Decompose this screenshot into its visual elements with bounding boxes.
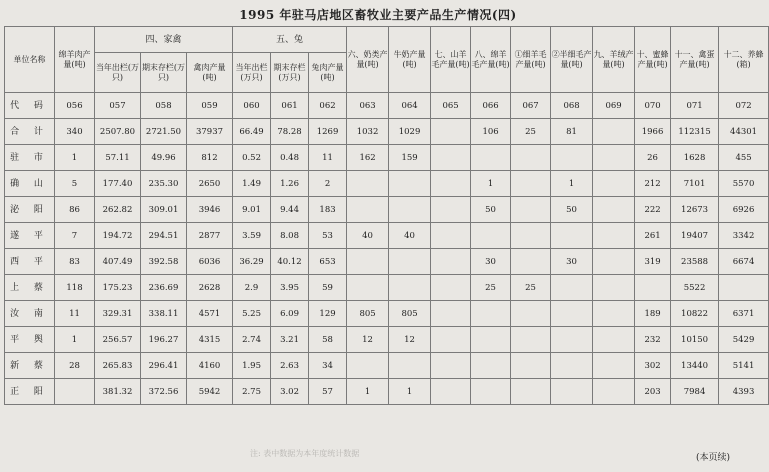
table-cell: 805 xyxy=(347,301,389,327)
table-cell xyxy=(551,301,593,327)
table-cell xyxy=(551,353,593,379)
table-cell: 1032 xyxy=(347,119,389,145)
table-row xyxy=(5,275,769,301)
table-cell: 1269 xyxy=(309,119,347,145)
table-cell: 059 xyxy=(187,93,233,119)
table-row xyxy=(5,145,769,171)
table-cell: 5.25 xyxy=(233,301,271,327)
table-cell: 9.01 xyxy=(233,197,271,223)
row-label: 西 平 xyxy=(5,249,55,275)
table-cell xyxy=(431,379,471,405)
table-cell: 1 xyxy=(55,145,95,171)
table-cell: 86 xyxy=(55,197,95,223)
header-rabbit-meat: 兔肉产量(吨) xyxy=(309,53,347,93)
table-cell: 0.52 xyxy=(233,145,271,171)
table-cell xyxy=(389,171,431,197)
table-cell xyxy=(471,301,511,327)
table-cell: 183 xyxy=(309,197,347,223)
livestock-table xyxy=(4,26,769,405)
table-cell xyxy=(511,171,551,197)
table-cell: 34 xyxy=(309,353,347,379)
table-cell: 2628 xyxy=(187,275,233,301)
table-cell xyxy=(511,301,551,327)
row-label: 汝 南 xyxy=(5,301,55,327)
table-cell: 236.69 xyxy=(141,275,187,301)
table-cell: 071 xyxy=(671,93,719,119)
table-cell: 1 xyxy=(471,171,511,197)
table-cell: 1 xyxy=(389,379,431,405)
table-cell: 294.51 xyxy=(141,223,187,249)
table-cell: 3946 xyxy=(187,197,233,223)
row-label: 泌 阳 xyxy=(5,197,55,223)
table-cell: 2 xyxy=(309,171,347,197)
table-cell: 6926 xyxy=(719,197,769,223)
table-cell xyxy=(347,353,389,379)
table-row xyxy=(5,379,769,405)
header-milk: 六、奶类产量(吨) xyxy=(347,27,389,93)
table-cell: 10822 xyxy=(671,301,719,327)
table-cell: 4571 xyxy=(187,301,233,327)
table-cell: 13440 xyxy=(671,353,719,379)
table-row xyxy=(5,171,769,197)
table-cell xyxy=(471,223,511,249)
table-cell: 7984 xyxy=(671,379,719,405)
table-cell xyxy=(431,353,471,379)
table-cell xyxy=(551,223,593,249)
table-cell: 11 xyxy=(55,301,95,327)
table-cell: 1 xyxy=(55,327,95,353)
table-cell: 28 xyxy=(55,353,95,379)
table-cell xyxy=(593,171,635,197)
header-sheep-wool: 八、绵羊毛产量(吨) xyxy=(471,27,511,93)
table-cell: 25 xyxy=(511,119,551,145)
table-cell: 2.63 xyxy=(271,353,309,379)
table-cell: 1 xyxy=(347,379,389,405)
table-cell xyxy=(471,327,511,353)
table-cell: 407.49 xyxy=(95,249,141,275)
header-rabbit-out: 当年出栏(万只) xyxy=(233,53,271,93)
table-cell: 381.32 xyxy=(95,379,141,405)
table-cell: 50 xyxy=(551,197,593,223)
table-cell: 1.26 xyxy=(271,171,309,197)
table-cell: 261 xyxy=(635,223,671,249)
header-unit-name: 单位名称 xyxy=(5,27,55,93)
table-cell xyxy=(593,145,635,171)
table-cell: 5429 xyxy=(719,327,769,353)
header-rabbit-stock: 期末存栏(万只) xyxy=(271,53,309,93)
table-cell: 57 xyxy=(309,379,347,405)
table-row xyxy=(5,353,769,379)
table-cell xyxy=(551,275,593,301)
table-cell: 2507.80 xyxy=(95,119,141,145)
table-cell: 222 xyxy=(635,197,671,223)
table-cell: 7 xyxy=(55,223,95,249)
table-cell: 319 xyxy=(635,249,671,275)
table-cell: 19407 xyxy=(671,223,719,249)
table-cell xyxy=(389,275,431,301)
table-cell: 36.29 xyxy=(233,249,271,275)
table-cell: 057 xyxy=(95,93,141,119)
table-cell: 338.11 xyxy=(141,301,187,327)
table-cell xyxy=(431,119,471,145)
table-cell: 070 xyxy=(635,93,671,119)
table-cell: 3.02 xyxy=(271,379,309,405)
table-cell xyxy=(55,379,95,405)
table-cell xyxy=(431,197,471,223)
table-cell xyxy=(511,249,551,275)
table-cell: 805 xyxy=(389,301,431,327)
table-cell xyxy=(347,171,389,197)
table-cell xyxy=(551,327,593,353)
table-cell: 53 xyxy=(309,223,347,249)
table-cell: 1 xyxy=(551,171,593,197)
table-cell: 072 xyxy=(719,93,769,119)
table-cell xyxy=(431,249,471,275)
table-cell: 112315 xyxy=(671,119,719,145)
table-cell xyxy=(593,379,635,405)
table-cell: 44301 xyxy=(719,119,769,145)
continued-note: (本页续) xyxy=(695,453,730,463)
table-cell: 4393 xyxy=(719,379,769,405)
table-cell: 57.11 xyxy=(95,145,141,171)
table-cell xyxy=(511,223,551,249)
table-cell: 177.40 xyxy=(95,171,141,197)
table-row xyxy=(5,301,769,327)
row-label: 正 阳 xyxy=(5,379,55,405)
header-cow-milk: 牛奶产量(吨) xyxy=(389,27,431,93)
row-label: 平 舆 xyxy=(5,327,55,353)
faint-bleedthrough-text: 注: 表中数据为本年度统计数据 xyxy=(250,449,360,458)
table-cell: 1966 xyxy=(635,119,671,145)
table-cell: 7101 xyxy=(671,171,719,197)
header-bees: 十二、养蜂(箱) xyxy=(719,27,769,93)
table-cell: 2.74 xyxy=(233,327,271,353)
table-cell: 12673 xyxy=(671,197,719,223)
table-cell: 30 xyxy=(471,249,511,275)
header-cashmere: 九、羊绒产量(吨) xyxy=(593,27,635,93)
row-label: 合 计 xyxy=(5,119,55,145)
table-cell: 068 xyxy=(551,93,593,119)
table-cell: 129 xyxy=(309,301,347,327)
table-cell: 23588 xyxy=(671,249,719,275)
row-label: 上 蔡 xyxy=(5,275,55,301)
table-cell xyxy=(471,379,511,405)
table-cell: 78.28 xyxy=(271,119,309,145)
table-cell: 1029 xyxy=(389,119,431,145)
table-cell xyxy=(389,353,431,379)
table-row xyxy=(5,249,769,275)
table-cell xyxy=(431,327,471,353)
table-cell: 3342 xyxy=(719,223,769,249)
table-cell xyxy=(511,327,551,353)
table-cell: 256.57 xyxy=(95,327,141,353)
table-cell: 232 xyxy=(635,327,671,353)
table-cell: 064 xyxy=(389,93,431,119)
table-cell: 069 xyxy=(593,93,635,119)
table-cell: 30 xyxy=(551,249,593,275)
row-label: 新 蔡 xyxy=(5,353,55,379)
table-cell: 455 xyxy=(719,145,769,171)
table-cell: 9.44 xyxy=(271,197,309,223)
table-cell xyxy=(431,301,471,327)
table-cell: 1.49 xyxy=(233,171,271,197)
table-cell: 062 xyxy=(309,93,347,119)
table-cell: 6036 xyxy=(187,249,233,275)
table-cell xyxy=(431,145,471,171)
table-cell xyxy=(431,171,471,197)
row-label: 代 码 xyxy=(5,93,55,119)
header-goat-hair: 七、山羊毛产量(吨) xyxy=(431,27,471,93)
table-cell: 3.95 xyxy=(271,275,309,301)
table-cell: 3.59 xyxy=(233,223,271,249)
table-cell: 37937 xyxy=(187,119,233,145)
table-cell: 59 xyxy=(309,275,347,301)
table-cell: 49.96 xyxy=(141,145,187,171)
row-label: 确 山 xyxy=(5,171,55,197)
row-label: 驻 市 xyxy=(5,145,55,171)
table-cell xyxy=(511,379,551,405)
table-row xyxy=(5,327,769,353)
table-cell xyxy=(431,223,471,249)
table-cell: 2.75 xyxy=(233,379,271,405)
table-cell: 392.58 xyxy=(141,249,187,275)
table-cell: 5 xyxy=(55,171,95,197)
table-cell xyxy=(511,197,551,223)
table-cell: 302 xyxy=(635,353,671,379)
table-cell: 189 xyxy=(635,301,671,327)
table-cell: 40.12 xyxy=(271,249,309,275)
table-cell xyxy=(551,379,593,405)
table-cell: 058 xyxy=(141,93,187,119)
table-cell xyxy=(347,249,389,275)
table-row xyxy=(5,223,769,249)
table-row xyxy=(5,119,769,145)
table-cell: 25 xyxy=(511,275,551,301)
table-cell: 26 xyxy=(635,145,671,171)
table-cell xyxy=(593,223,635,249)
table-cell xyxy=(593,327,635,353)
row-label: 遂 平 xyxy=(5,223,55,249)
table-cell: 2721.50 xyxy=(141,119,187,145)
table-cell: 58 xyxy=(309,327,347,353)
table-cell: 653 xyxy=(309,249,347,275)
header-mutton: 绵羊肉产量(吨) xyxy=(55,27,95,93)
header-poultry-meat: 禽肉产量(吨) xyxy=(187,53,233,93)
table-cell xyxy=(347,275,389,301)
table-cell xyxy=(635,275,671,301)
header-honey: 十、蜜蜂产量(吨) xyxy=(635,27,671,93)
header-fine-wool: ①细羊毛产量(吨) xyxy=(511,27,551,93)
table-cell: 061 xyxy=(271,93,309,119)
table-cell xyxy=(593,353,635,379)
table-cell xyxy=(471,145,511,171)
table-cell: 162 xyxy=(347,145,389,171)
table-cell: 8.08 xyxy=(271,223,309,249)
table-cell xyxy=(551,145,593,171)
table-cell xyxy=(511,145,551,171)
header-eggs: 十一、禽蛋产量(吨) xyxy=(671,27,719,93)
table-cell: 309.01 xyxy=(141,197,187,223)
table-cell: 10150 xyxy=(671,327,719,353)
table-cell: 296.41 xyxy=(141,353,187,379)
table-cell: 262.82 xyxy=(95,197,141,223)
table-cell xyxy=(593,249,635,275)
table-cell xyxy=(719,275,769,301)
table-cell: 12 xyxy=(389,327,431,353)
table-cell: 056 xyxy=(55,93,95,119)
table-cell: 106 xyxy=(471,119,511,145)
table-cell: 812 xyxy=(187,145,233,171)
table-cell: 40 xyxy=(389,223,431,249)
header-group-poultry: 四、家禽 xyxy=(95,27,233,53)
table-cell: 060 xyxy=(233,93,271,119)
code-row xyxy=(5,93,769,119)
table-cell: 5141 xyxy=(719,353,769,379)
table-cell xyxy=(347,197,389,223)
table-body xyxy=(5,93,769,405)
table-cell: 11 xyxy=(309,145,347,171)
table-cell: 83 xyxy=(55,249,95,275)
table-cell: 25 xyxy=(471,275,511,301)
table-cell: 203 xyxy=(635,379,671,405)
table-cell: 6.09 xyxy=(271,301,309,327)
table-cell xyxy=(511,353,551,379)
table-cell: 40 xyxy=(347,223,389,249)
table-cell: 329.31 xyxy=(95,301,141,327)
table-cell: 194.72 xyxy=(95,223,141,249)
table-cell xyxy=(593,197,635,223)
table-row xyxy=(5,197,769,223)
table-cell: 159 xyxy=(389,145,431,171)
table-cell: 12 xyxy=(347,327,389,353)
table-cell: 3.21 xyxy=(271,327,309,353)
table-cell: 066 xyxy=(471,93,511,119)
table-cell: 66.49 xyxy=(233,119,271,145)
table-cell xyxy=(389,197,431,223)
table-cell: 5570 xyxy=(719,171,769,197)
table-cell: 196.27 xyxy=(141,327,187,353)
table-cell: 372.56 xyxy=(141,379,187,405)
table-cell: 265.83 xyxy=(95,353,141,379)
table-cell: 063 xyxy=(347,93,389,119)
table-cell xyxy=(389,249,431,275)
table-cell: 340 xyxy=(55,119,95,145)
table-cell: 4160 xyxy=(187,353,233,379)
table-cell: 4315 xyxy=(187,327,233,353)
table-cell: 1628 xyxy=(671,145,719,171)
table-cell: 118 xyxy=(55,275,95,301)
table-cell: 5522 xyxy=(671,275,719,301)
table-cell: 1.95 xyxy=(233,353,271,379)
table-cell xyxy=(471,353,511,379)
table-cell: 6371 xyxy=(719,301,769,327)
table-cell: 50 xyxy=(471,197,511,223)
table-title: 1995 年驻马店地区畜牧业主要产品生产情况(四) xyxy=(239,8,517,22)
table-cell xyxy=(431,275,471,301)
table-cell xyxy=(593,275,635,301)
header-poultry-out: 当年出栏(万只) xyxy=(95,53,141,93)
header-semi-fine-wool: ②半细毛产量(吨) xyxy=(551,27,593,93)
table-cell: 235.30 xyxy=(141,171,187,197)
table-cell xyxy=(593,119,635,145)
table-cell: 81 xyxy=(551,119,593,145)
table-cell: 175.23 xyxy=(95,275,141,301)
table-cell: 6674 xyxy=(719,249,769,275)
table-cell: 2650 xyxy=(187,171,233,197)
table-cell: 212 xyxy=(635,171,671,197)
table-cell: 2877 xyxy=(187,223,233,249)
table-cell xyxy=(593,301,635,327)
table-cell: 5942 xyxy=(187,379,233,405)
table-cell: 065 xyxy=(431,93,471,119)
table-cell: 067 xyxy=(511,93,551,119)
table-cell: 0.48 xyxy=(271,145,309,171)
header-group-rabbit: 五、兔 xyxy=(233,27,347,53)
table-cell: 2.9 xyxy=(233,275,271,301)
header-poultry-stock: 期末存栏(万只) xyxy=(141,53,187,93)
